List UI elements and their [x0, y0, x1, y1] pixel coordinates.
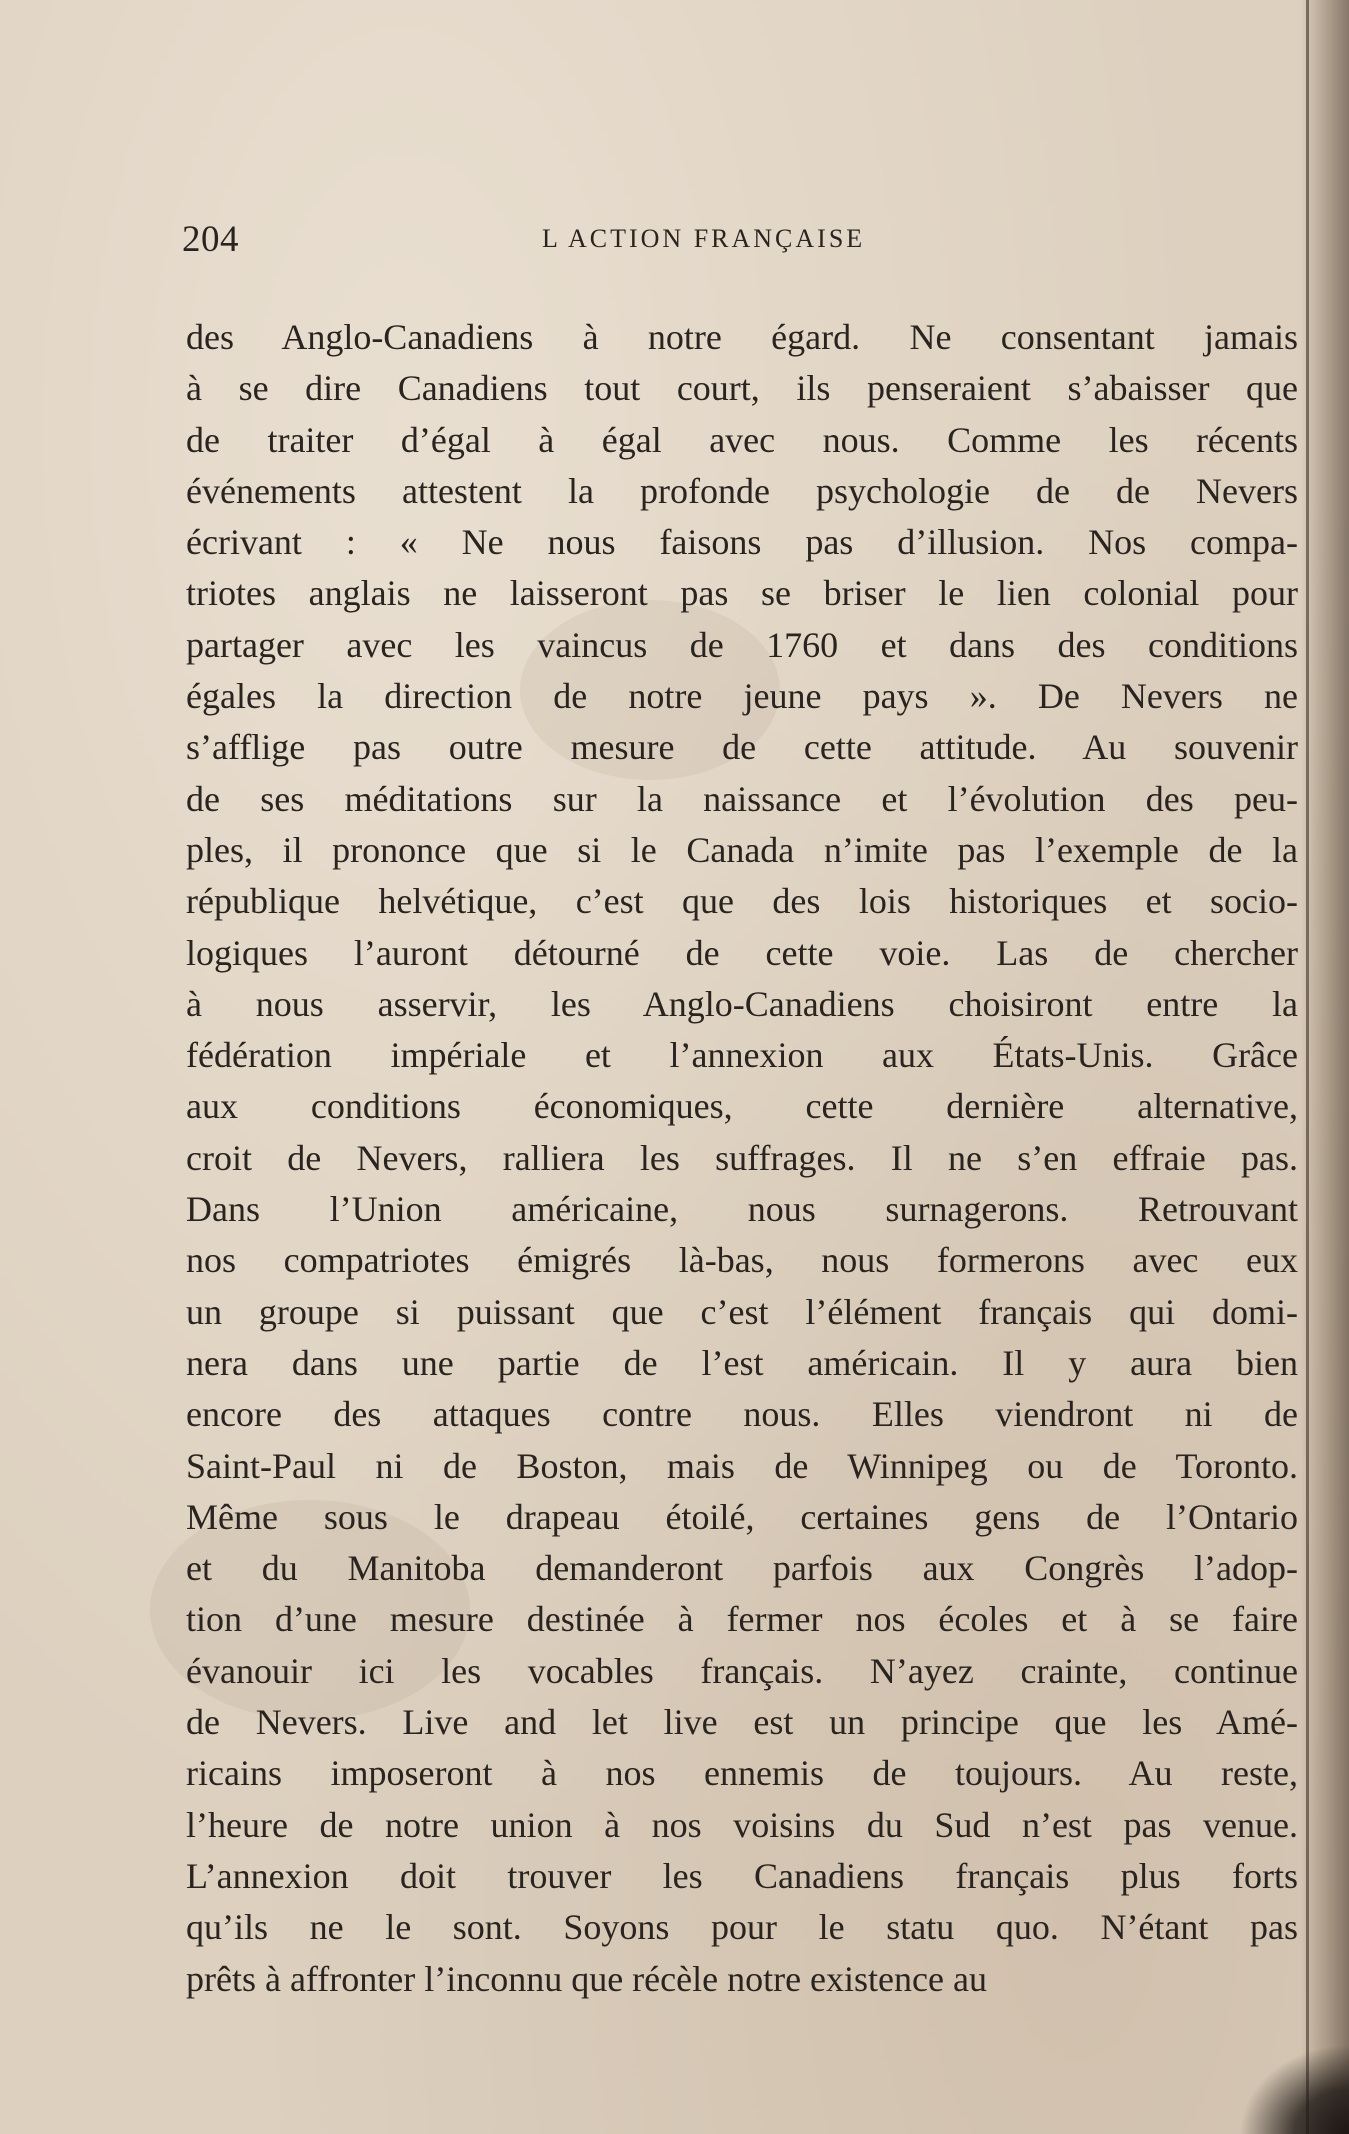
page-number: 204: [182, 219, 239, 260]
text-line: à se dire Canadiens tout court, ils penseraient s’abaisser que: [186, 368, 1298, 409]
text-line: logiques l’auront détourné de cette voie. Las de chercher: [186, 932, 1298, 973]
text-line: tion d’une mesure destinée à fermer nos écoles et à se faire: [186, 1599, 1298, 1640]
text-line: l’heure de notre union à nos voisins du Sud n’est pas venue.: [186, 1804, 1298, 1845]
text-line: Saint-Paul ni de Boston, mais de Winnipeg ou de Toronto.: [186, 1445, 1298, 1486]
text-line: événements attestent la profonde psychologie de de Nevers: [186, 470, 1298, 511]
text-line: de traiter d’égal à égal avec nous. Comme les récents: [186, 419, 1298, 460]
text-line: nera dans une partie de l’est américain. Il y aura bien: [186, 1342, 1298, 1383]
text-line: aux conditions économiques, cette dernière alternative,: [186, 1086, 1298, 1127]
text-line: écrivant : « Ne nous faisons pas d’illusion. Nos compa-: [186, 522, 1298, 563]
text-line: et du Manitoba demanderont parfois aux Congrès l’adop-: [186, 1548, 1298, 1589]
text-line: de ses méditations sur la naissance et l’évolution des peu-: [186, 778, 1298, 819]
text-line: nos compatriotes émigrés là-bas, nous formerons avec eux: [186, 1240, 1298, 1281]
text-line: république helvétique, c’est que des lois historiques et socio-: [186, 881, 1298, 922]
running-head: L ACTION FRANÇAISE: [542, 224, 866, 253]
text-line: de Nevers. Live and let live est un principe que les Amé-: [186, 1702, 1298, 1743]
text-line: à nous asservir, les Anglo-Canadiens choisiront entre la: [186, 983, 1298, 1024]
body-text: [186, 312, 1298, 2005]
page-edge: [1306, 0, 1309, 2134]
text-line: prêts à affronter l’inconnu que récèle notre existence au: [186, 1958, 987, 1999]
text-line: fédération impériale et l’annexion aux États-Unis. Grâce: [186, 1035, 1298, 1076]
text-line: évanouir ici les vocables français. N’ayez crainte, continue: [186, 1650, 1298, 1691]
text-line: s’afflige pas outre mesure de cette attitude. Au souvenir: [186, 727, 1298, 768]
text-line: des Anglo-Canadiens à notre égard. Ne consentant jamais: [186, 317, 1298, 357]
text-line: Même sous le drapeau étoilé, certaines gens de l’Ontario: [186, 1496, 1298, 1537]
text-line: L’annexion doit trouver les Canadiens français plus forts: [186, 1855, 1298, 1896]
text-line: croit de Nevers, ralliera les suffrages. Il ne s’en effraie pas.: [186, 1137, 1298, 1178]
text-line: ricains imposeront à nos ennemis de toujours. Au reste,: [186, 1753, 1298, 1794]
text-line: qu’ils ne le sont. Soyons pour le statu quo. N’étant pas: [186, 1907, 1298, 1948]
text-line: ples, il prononce que si le Canada n’imite pas l’exemple de la: [186, 829, 1298, 870]
text-line: encore des attaques contre nous. Elles viendront ni de: [186, 1394, 1298, 1435]
text-line: un groupe si puissant que c’est l’élément français qui domi-: [186, 1291, 1298, 1332]
corner-shadow: [1239, 2044, 1349, 2134]
text-line: triotes anglais ne laisseront pas se briser le lien colonial pour: [186, 573, 1298, 614]
text-line: Dans l’Union américaine, nous surnagerons. Retrouvant: [186, 1189, 1298, 1230]
text-line: partager avec les vaincus de 1760 et dans des conditions: [186, 624, 1298, 665]
page-header: [182, 218, 1302, 268]
text-line: égales la direction de notre jeune pays ». De Nevers ne: [186, 676, 1298, 717]
